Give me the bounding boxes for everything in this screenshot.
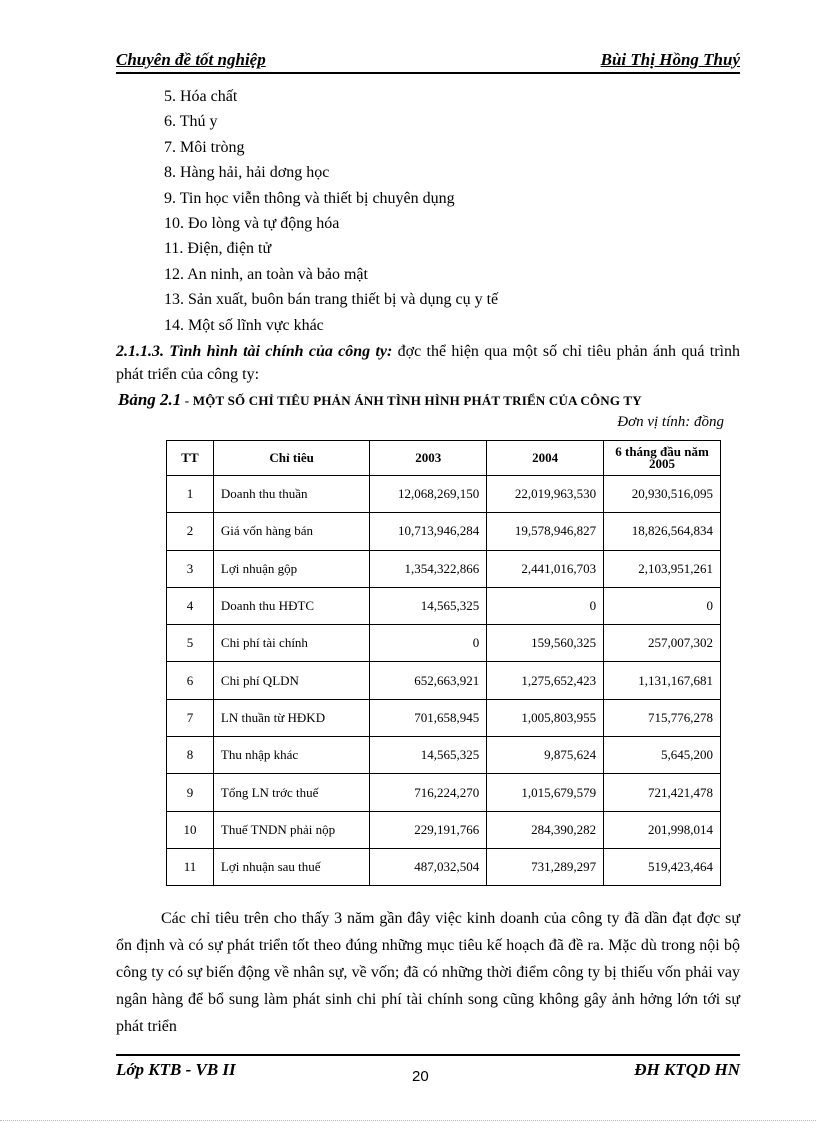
cell-indicator: Doanh thu thuần [213, 476, 369, 513]
cell-indicator: LN thuần từ HĐKD [213, 699, 369, 736]
cell-2005: 721,421,478 [604, 774, 721, 811]
cell-indicator: Doanh thu HĐTC [213, 587, 369, 624]
cell-2005: 18,826,564,834 [604, 513, 721, 550]
header-indicator: Chỉ tiêu [213, 441, 369, 476]
table-title: - MỘT SỐ CHỈ TIÊU PHẢN ÁNH TÌNH HÌNH PHÁT TRIỂN CỦA CÔNG TY [181, 393, 642, 408]
cell-tt: 8 [167, 737, 214, 774]
cell-2004: 19,578,946,827 [487, 513, 604, 550]
table-row [167, 625, 721, 662]
table-row [167, 811, 721, 848]
page-edge [0, 1120, 816, 1121]
cell-2004: 159,560,325 [487, 625, 604, 662]
cell-2003: 1,354,322,866 [370, 550, 487, 587]
cell-tt: 4 [167, 587, 214, 624]
cell-2005: 2,103,951,261 [604, 550, 721, 587]
list-item: 8. Hàng hải, hải dơng học [164, 164, 330, 182]
cell-2004: 1,005,803,955 [487, 699, 604, 736]
list-item: 11. Điện, điện tử [164, 240, 272, 258]
page-footer [116, 1054, 740, 1086]
cell-2004: 284,390,282 [487, 811, 604, 848]
financial-table [166, 440, 721, 886]
cell-2003: 716,224,270 [370, 774, 487, 811]
header-author-name: Bùi Thị Hồng Thuý [600, 50, 740, 69]
cell-2003: 229,191,766 [370, 811, 487, 848]
cell-tt: 2 [167, 513, 214, 550]
cell-2003: 14,565,325 [370, 737, 487, 774]
list-item: 14. Một số lĩnh vực khác [164, 316, 324, 334]
cell-tt: 7 [167, 699, 214, 736]
table-row [167, 587, 721, 624]
table-row [167, 476, 721, 513]
cell-indicator: Tổng LN trớc thuế [213, 774, 369, 811]
cell-tt: 3 [167, 550, 214, 587]
section-text: đợc thể hiện qua một số chỉ tiêu phản ánh quá trình phát triển của công ty: [116, 343, 741, 383]
cell-tt: 9 [167, 774, 214, 811]
table-unit: Đơn vị tính: đồng [617, 414, 724, 430]
table-label: Bảng 2.1 [118, 390, 182, 409]
cell-tt: 5 [167, 625, 214, 662]
cell-2004: 9,875,624 [487, 737, 604, 774]
header-2003: 2003 [370, 441, 487, 476]
body-paragraph: Các chỉ tiêu trên cho thấy 3 năm gần đây việc kinh doanh của công ty đã dần đạt đợc sự ổn định và có sự phát triển tốt theo đúng những mục tiêu kế hoạch đã đề ra. Mặc dù trong nội bộ công ty có sự biến động về nhân sự, về vốn; đã có những thời điểm công ty bị thiếu vốn phải vay ngân hàng để bổ sung làm phát sinh chi phí tài chính song cũng không gây ảnh hởng lớn tới sự phát triển [116, 910, 740, 1035]
cell-2005: 5,645,200 [604, 737, 721, 774]
header-2005-h1: 6 tháng đầu năm 2005 [604, 441, 721, 476]
cell-indicator: Giá vốn hàng bán [213, 513, 369, 550]
list-item: 9. Tin học viễn thông và thiết bị chuyên dụng [164, 189, 455, 207]
header-thesis-title: Chuyên đề tốt nghiệp [116, 50, 266, 69]
cell-indicator: Chi phí tài chính [213, 625, 369, 662]
table-row [167, 550, 721, 587]
list-item: 13. Sản xuất, buôn bán trang thiết bị và dụng cụ y tế [164, 291, 499, 309]
cell-indicator: Lợi nhuận sau thuế [213, 848, 369, 885]
cell-tt: 6 [167, 662, 214, 699]
cell-tt: 11 [167, 848, 214, 885]
cell-2003: 0 [370, 625, 487, 662]
cell-2005: 201,998,014 [604, 811, 721, 848]
cell-2004: 1,015,679,579 [487, 774, 604, 811]
list-item: 6. Thú y [164, 113, 218, 131]
cell-2005: 257,007,302 [604, 625, 721, 662]
header-2004: 2004 [487, 441, 604, 476]
section-paragraph [116, 340, 740, 386]
section-heading: 2.1.1.3. Tình hình tài chính của công ty: [116, 343, 393, 360]
table-caption [118, 390, 642, 410]
table-row [167, 513, 721, 550]
list-item: 10. Đo lòng và tự động hóa [164, 215, 340, 233]
cell-2004: 1,275,652,423 [487, 662, 604, 699]
table-row [167, 774, 721, 811]
cell-2005: 519,423,464 [604, 848, 721, 885]
page-header [116, 50, 740, 74]
table-row [167, 662, 721, 699]
footer-university: ĐH KTQD HN [634, 1060, 740, 1079]
cell-tt: 10 [167, 811, 214, 848]
footer-class: Lớp KTB - VB II [116, 1060, 236, 1079]
cell-indicator: Thuế TNDN phải nộp [213, 811, 369, 848]
table-row [167, 737, 721, 774]
cell-2005: 715,776,278 [604, 699, 721, 736]
list-item: 5. Hóa chất [164, 88, 238, 105]
cell-2003: 701,658,945 [370, 699, 487, 736]
header-tt: TT [167, 441, 214, 476]
cell-2003: 652,663,921 [370, 662, 487, 699]
cell-indicator: Thu nhập khác [213, 737, 369, 774]
cell-2003: 14,565,325 [370, 587, 487, 624]
table-row [167, 848, 721, 885]
page-number: 20 [412, 1068, 429, 1085]
table-row [167, 699, 721, 736]
cell-2003: 487,032,504 [370, 848, 487, 885]
cell-2004: 22,019,963,530 [487, 476, 604, 513]
cell-tt: 1 [167, 476, 214, 513]
cell-2005: 1,131,167,681 [604, 662, 721, 699]
field-list [164, 84, 498, 338]
cell-2004: 0 [487, 587, 604, 624]
cell-2004: 731,289,297 [487, 848, 604, 885]
cell-indicator: Chi phí QLDN [213, 662, 369, 699]
cell-2004: 2,441,016,703 [487, 550, 604, 587]
list-item: 7. Môi tròng [164, 138, 245, 156]
table-header-row [167, 441, 721, 476]
list-item: 12. An ninh, an toàn và bảo mật [164, 265, 368, 283]
cell-indicator: Lợi nhuận gộp [213, 550, 369, 587]
cell-2003: 12,068,269,150 [370, 476, 487, 513]
cell-2005: 20,930,516,095 [604, 476, 721, 513]
cell-2003: 10,713,946,284 [370, 513, 487, 550]
cell-2005: 0 [604, 587, 721, 624]
